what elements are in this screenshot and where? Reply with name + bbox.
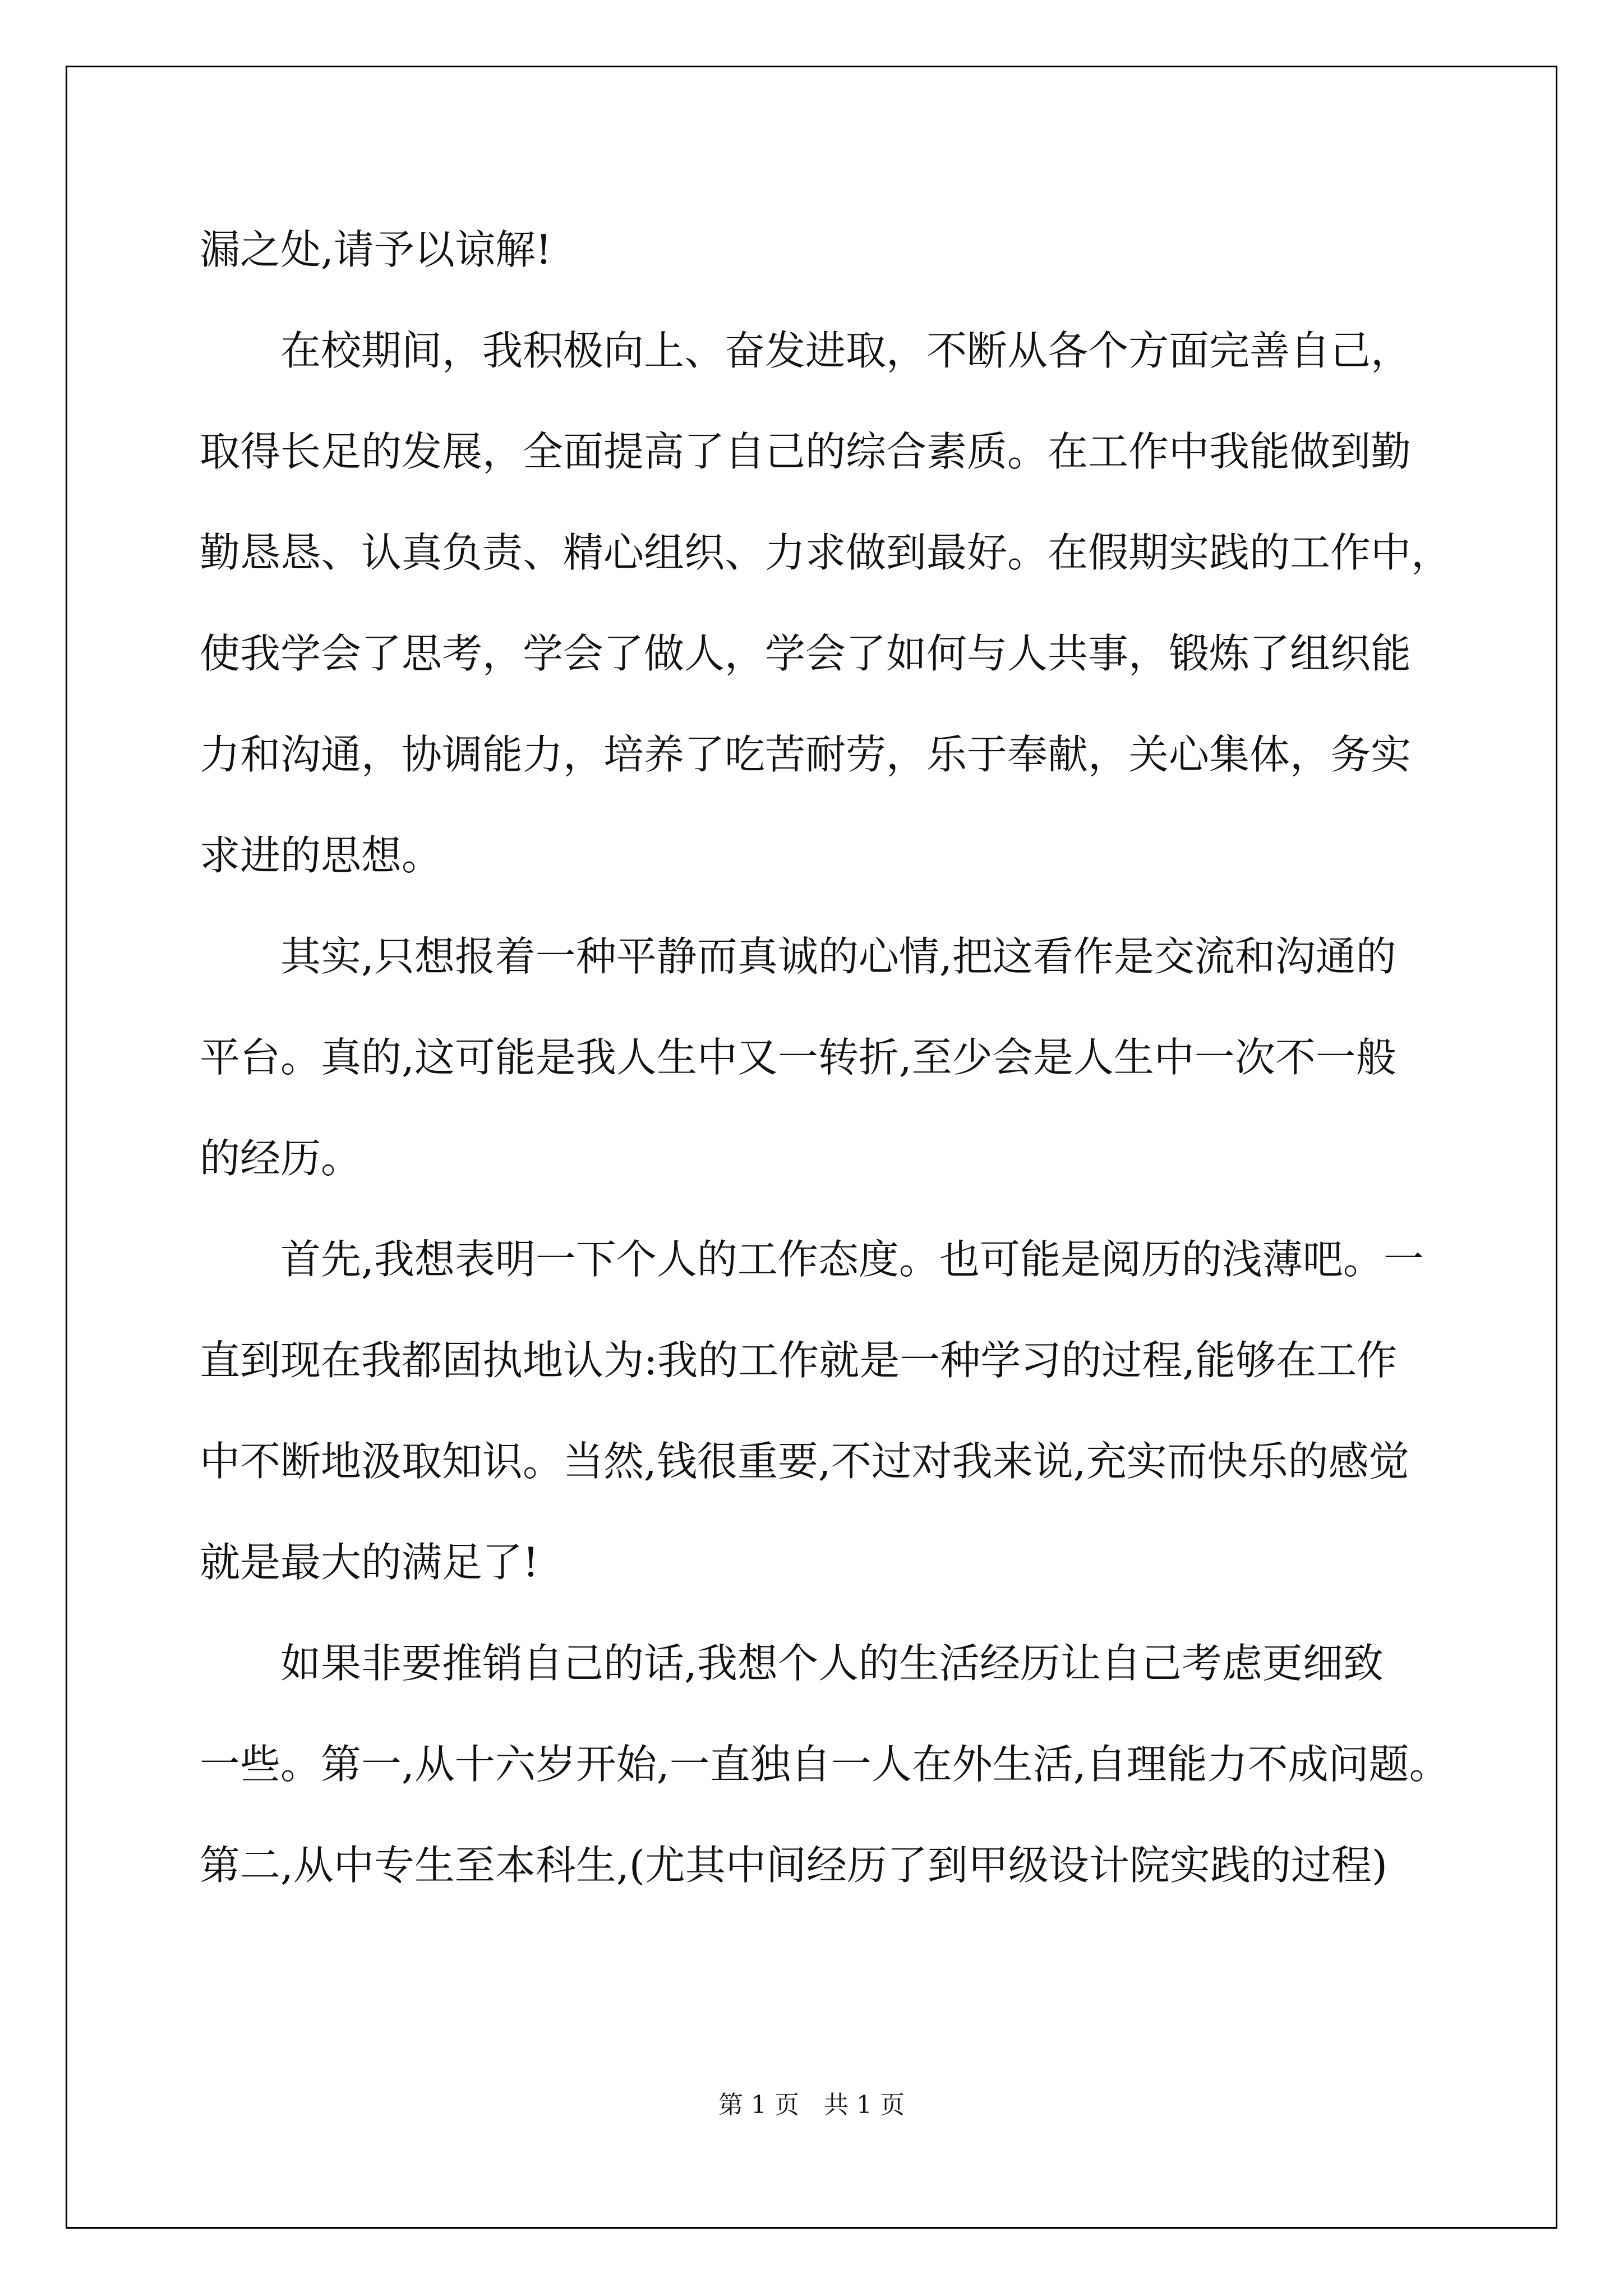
text-line: 求进的思想。 — [200, 832, 442, 879]
text-line: 勤恳恳、认真负责、精心组织、力求做到最好。在假期实践的工作中， — [200, 529, 1452, 576]
page-number-footer: 第 1 页 共 1 页 — [718, 2091, 905, 2119]
text-line: 的经历。 — [200, 1135, 362, 1182]
text-line: 在校期间，我积极向上、奋发进取，不断从各个方面完善自己， — [280, 327, 1412, 374]
text-line: 如果非要推销自己的话,我想个人的生活经历让自己考虑更细致 — [280, 1640, 1384, 1687]
text-line: 直到现在我都固执地认为:我的工作就是一种学习的过程,能够在工作 — [200, 1337, 1398, 1384]
text-line: 使我学会了思考，学会了做人，学会了如何与人共事，锻炼了组织能 — [200, 630, 1412, 677]
text-line: 首先,我想表明一下个人的工作态度。也可能是阅历的浅薄吧。一 — [280, 1236, 1424, 1283]
text-line: 取得长足的发展，全面提高了自己的综合素质。在工作中我能做到勤 — [200, 428, 1412, 475]
text-line: 平台。真的,这可能是我人生中又一转折,至少会是人生中一次不一般 — [200, 1034, 1396, 1081]
text-line: 中不断地汲取知识。当然,钱很重要,不过对我来说,充实而快乐的感觉 — [200, 1438, 1409, 1485]
text-line: 漏之处,请予以谅解! — [200, 226, 552, 273]
text-line: 就是最大的满足了! — [200, 1539, 539, 1586]
text-line: 第二,从中专生至本科生,(尤其中间经历了到甲级设计院实践的过程) — [200, 1842, 1387, 1889]
text-line: 力和沟通，协调能力，培养了吃苦耐劳，乐于奉献，关心集体，务实 — [200, 731, 1412, 778]
text-line: 一些。第一,从十六岁开始,一直独自一人在外生活,自理能力不成问题。 — [200, 1741, 1450, 1788]
text-line: 其实,只想报着一种平静而真诚的心情,把这看作是交流和沟通的 — [280, 933, 1396, 980]
